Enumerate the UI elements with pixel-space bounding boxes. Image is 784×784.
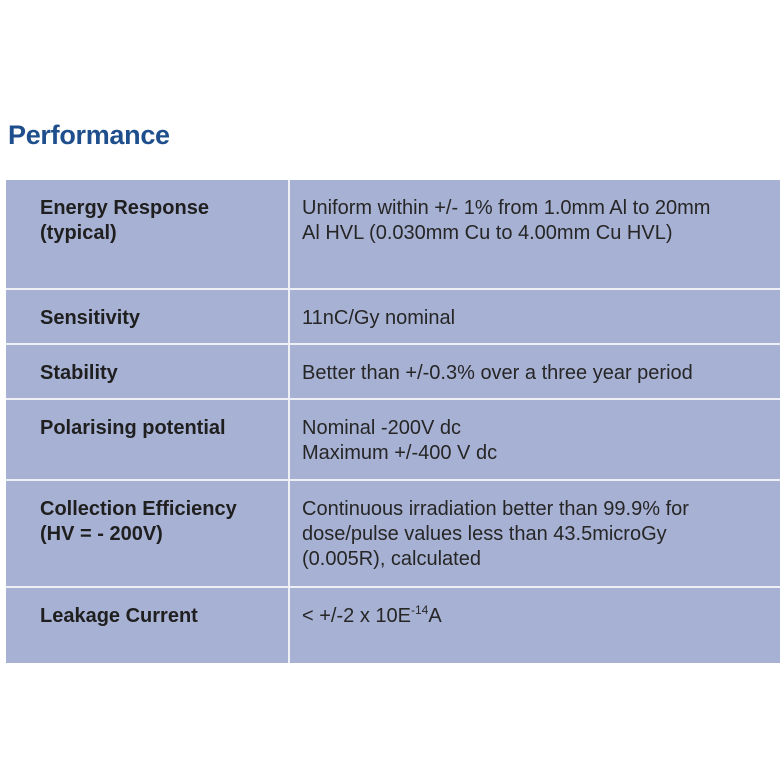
table-row <box>6 399 780 480</box>
table-row <box>6 289 780 344</box>
table-row <box>6 480 780 587</box>
row-value-energy-response: Uniform within +/- 1% from 1.0mm Al to 20mm Al HVL (0.030mm Cu to 4.00mm Cu HVL) <box>302 197 711 244</box>
row-label-sensitivity: Sensitivity <box>6 289 289 344</box>
row-value-sensitivity: 11nC/Gy nominal <box>289 289 780 344</box>
row-value-polarising-potential: Nominal -200V dc Maximum +/-400 V dc <box>289 399 780 480</box>
table-row <box>6 344 780 399</box>
row-label-polarising-potential: Polarising potential <box>6 399 289 480</box>
row-label-energy-response: Energy Response (typical) <box>6 180 289 289</box>
row-value-leakage-current: < +/-2 x $10E^{-14}A$ <box>289 587 780 663</box>
performance-spec-table <box>6 180 780 663</box>
table-row <box>6 587 780 663</box>
row-label-collection-efficiency: Collection Efficiency (HV = - 200V) <box>6 480 289 587</box>
row-value-stability: Better than +/-0.3% over a three year period <box>289 344 780 399</box>
table-row <box>6 180 780 289</box>
section-title: Performance <box>8 120 170 150</box>
row-value-collection-efficiency: Continuous irradiation better than 99.9% for dose/pulse values less than 43.5microGy (0.005R), calculated <box>289 480 780 587</box>
row-label-stability: Stability <box>6 344 289 399</box>
row-label-leakage-current: Leakage Current <box>6 587 289 663</box>
